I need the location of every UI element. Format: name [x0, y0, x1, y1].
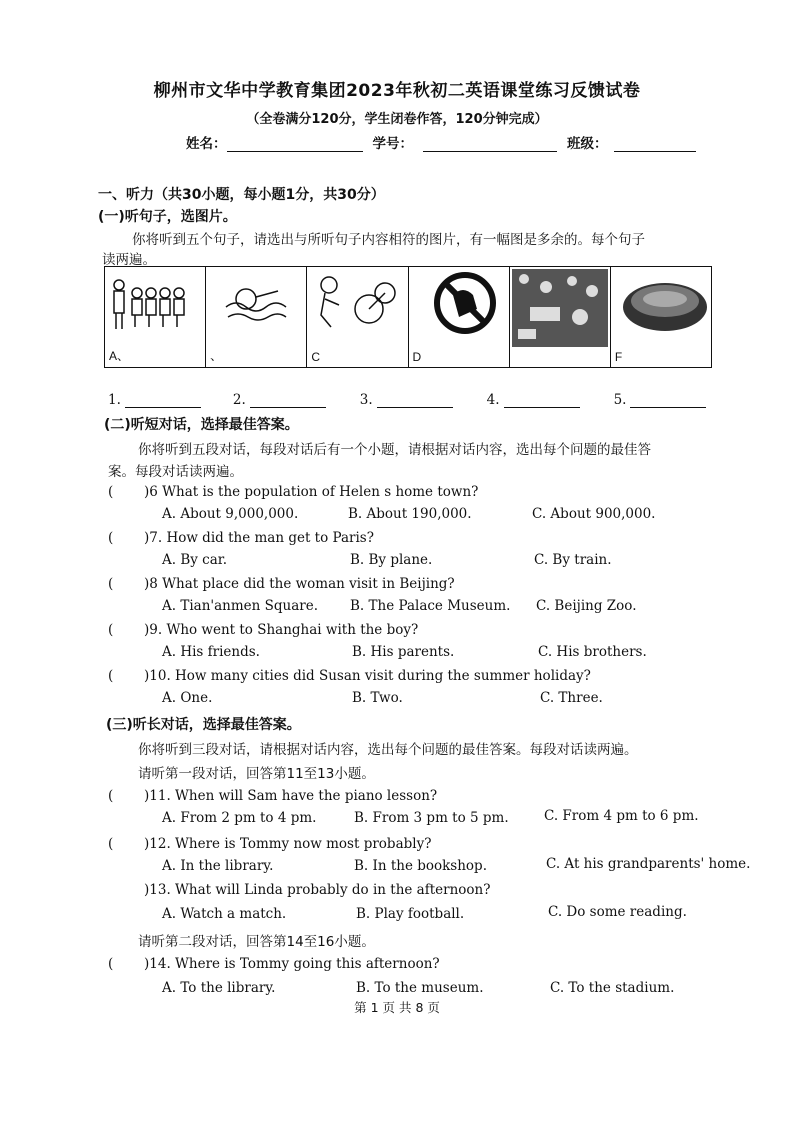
q9-option-b: B. His parents.: [352, 644, 455, 660]
q11-option-b: B. From 3 pm to 5 pm.: [354, 810, 509, 826]
answer-slots: [108, 392, 718, 408]
picture-c: [307, 267, 408, 367]
answer-blank[interactable]: [125, 393, 201, 408]
sec1-instruction-cont: 读两遍。: [102, 252, 156, 268]
sec3-dialog1-instruction: 请听第一段对话，回答第11至13小题。: [138, 766, 375, 782]
picture-c-label: C: [311, 350, 321, 364]
q10-option-c: C. Three.: [540, 690, 603, 706]
question-9: ( )9. Who went to Shanghai with the boy?: [108, 622, 419, 638]
answer-slot-2: 2.: [233, 392, 326, 408]
picture-f: [611, 267, 711, 367]
question-10: ( )10. How many cities did Susan visit during the summer holiday?: [108, 668, 591, 684]
id-field[interactable]: [423, 137, 557, 152]
q14-option-a: A. To the library.: [162, 980, 276, 996]
q8-option-a: A. Tian'anmen Square.: [162, 598, 318, 614]
picture-a-label: A、: [109, 349, 130, 363]
part1-heading: 一、听力（共30小题，每小题1分，共30分）: [98, 187, 385, 203]
q7-option-a: A. By car.: [162, 552, 228, 568]
question-12: ( )12. Where is Tommy now most probably?: [108, 836, 432, 852]
sec1-instruction: 你将听到五个句子，请选出与所听句子内容相符的图片，有一幅图是多余的。每个句子: [132, 232, 645, 248]
student-info-row: [186, 132, 696, 152]
q7-option-c: C. By train.: [534, 552, 612, 568]
sec2-instruction-cont: 案。每段对话读两遍。: [108, 464, 243, 480]
question-14: ( )14. Where is Tommy going this afternoon?: [108, 956, 440, 972]
exam-subtitle: （全卷满分120分，学生闭卷作答，120分钟完成）: [246, 112, 548, 127]
id-label: 学号：: [372, 136, 413, 152]
q14-option-c: C. To the stadium.: [550, 980, 675, 996]
q11-option-c: C. From 4 pm to 6 pm.: [544, 808, 699, 824]
q11-option-a: A. From 2 pm to 4 pm.: [162, 810, 317, 826]
q6-option-a: A. About 9,000,000.: [162, 506, 299, 522]
answer-slot-4: 4.: [487, 392, 580, 408]
picture-e: [510, 267, 611, 367]
q7-option-b: B. By plane.: [350, 552, 433, 568]
sec2-instruction: 你将听到五段对话，每段对话后有一个小题，请根据对话内容，选出每个问题的最佳答: [138, 442, 651, 458]
class-label: 班级：: [567, 136, 608, 152]
sec3-instruction: 你将听到三段对话，请根据对话内容，选出每个问题的最佳答案。每段对话读两遍。: [138, 742, 638, 758]
mooncake-icon: [611, 267, 711, 367]
q12-option-a: A. In the library.: [162, 858, 274, 874]
q12-option-c: C. At his grandparents' home.: [546, 856, 751, 872]
q10-option-b: B. Two.: [352, 690, 403, 706]
q13-option-a: A. Watch a match.: [162, 906, 287, 922]
answer-blank[interactable]: [504, 393, 580, 408]
q9-option-c: C. His brothers.: [538, 644, 647, 660]
question-11: ( )11. When will Sam have the piano lesson?: [108, 788, 438, 804]
sec3-heading: (三)听长对话，选择最佳答案。: [106, 717, 301, 733]
picture-strip: [104, 266, 712, 368]
name-label: 姓名：: [186, 136, 227, 152]
picture-d: [409, 267, 510, 367]
answer-slot-1: 1.: [108, 392, 201, 408]
answer-blank[interactable]: [377, 393, 453, 408]
q8-option-c: C. Beijing Zoo.: [536, 598, 637, 614]
no-noise-sign-icon: [409, 267, 509, 367]
q9-option-a: A. His friends.: [162, 644, 260, 660]
q6-option-c: C. About 900,000.: [532, 506, 656, 522]
class-field[interactable]: [614, 137, 696, 152]
q10-option-a: A. One.: [162, 690, 213, 706]
sec3-dialog2-instruction: 请听第二段对话，回答第14至16小题。: [138, 934, 375, 950]
picture-e-label: E: [513, 350, 522, 364]
q12-option-b: B. In the bookshop.: [354, 858, 487, 874]
q8-option-b: B. The Palace Museum.: [350, 598, 511, 614]
picture-d-label: D: [412, 350, 422, 364]
page-number: 第 1 页 共 8 页: [354, 1000, 440, 1015]
answer-slot-3: 3.: [360, 392, 453, 408]
sec1-heading: (一)听句子，选图片。: [98, 209, 237, 225]
answer-blank[interactable]: [630, 393, 706, 408]
q13-option-c: C. Do some reading.: [548, 904, 687, 920]
question-6: ( )6 What is the population of Helen s home town?: [108, 484, 479, 500]
picture-f-label: F: [614, 350, 623, 364]
question-13: )13. What will Linda probably do in the afternoon?: [144, 882, 491, 898]
q13-option-b: B. Play football.: [356, 906, 465, 922]
crowded-scene-icon: [510, 267, 610, 367]
picture-a: [105, 267, 206, 367]
answer-blank[interactable]: [250, 393, 326, 408]
question-8: ( )8 What place did the woman visit in Beijing?: [108, 576, 455, 592]
picture-b: [206, 267, 307, 367]
question-7: ( )7. How did the man get to Paris?: [108, 530, 374, 546]
exam-title: 柳州市文华中学教育集团2023年秋初二英语课堂练习反馈试卷: [153, 81, 641, 101]
q6-option-b: B. About 190,000.: [348, 506, 472, 522]
answer-slot-5: 5.: [614, 392, 707, 408]
cyclist-fallen-icon: [307, 267, 407, 367]
sec2-heading: (二)听短对话，选择最佳答案。: [104, 417, 299, 433]
q14-option-b: B. To the museum.: [356, 980, 484, 996]
picture-b-label: 、: [210, 349, 223, 363]
name-field[interactable]: [227, 137, 363, 152]
